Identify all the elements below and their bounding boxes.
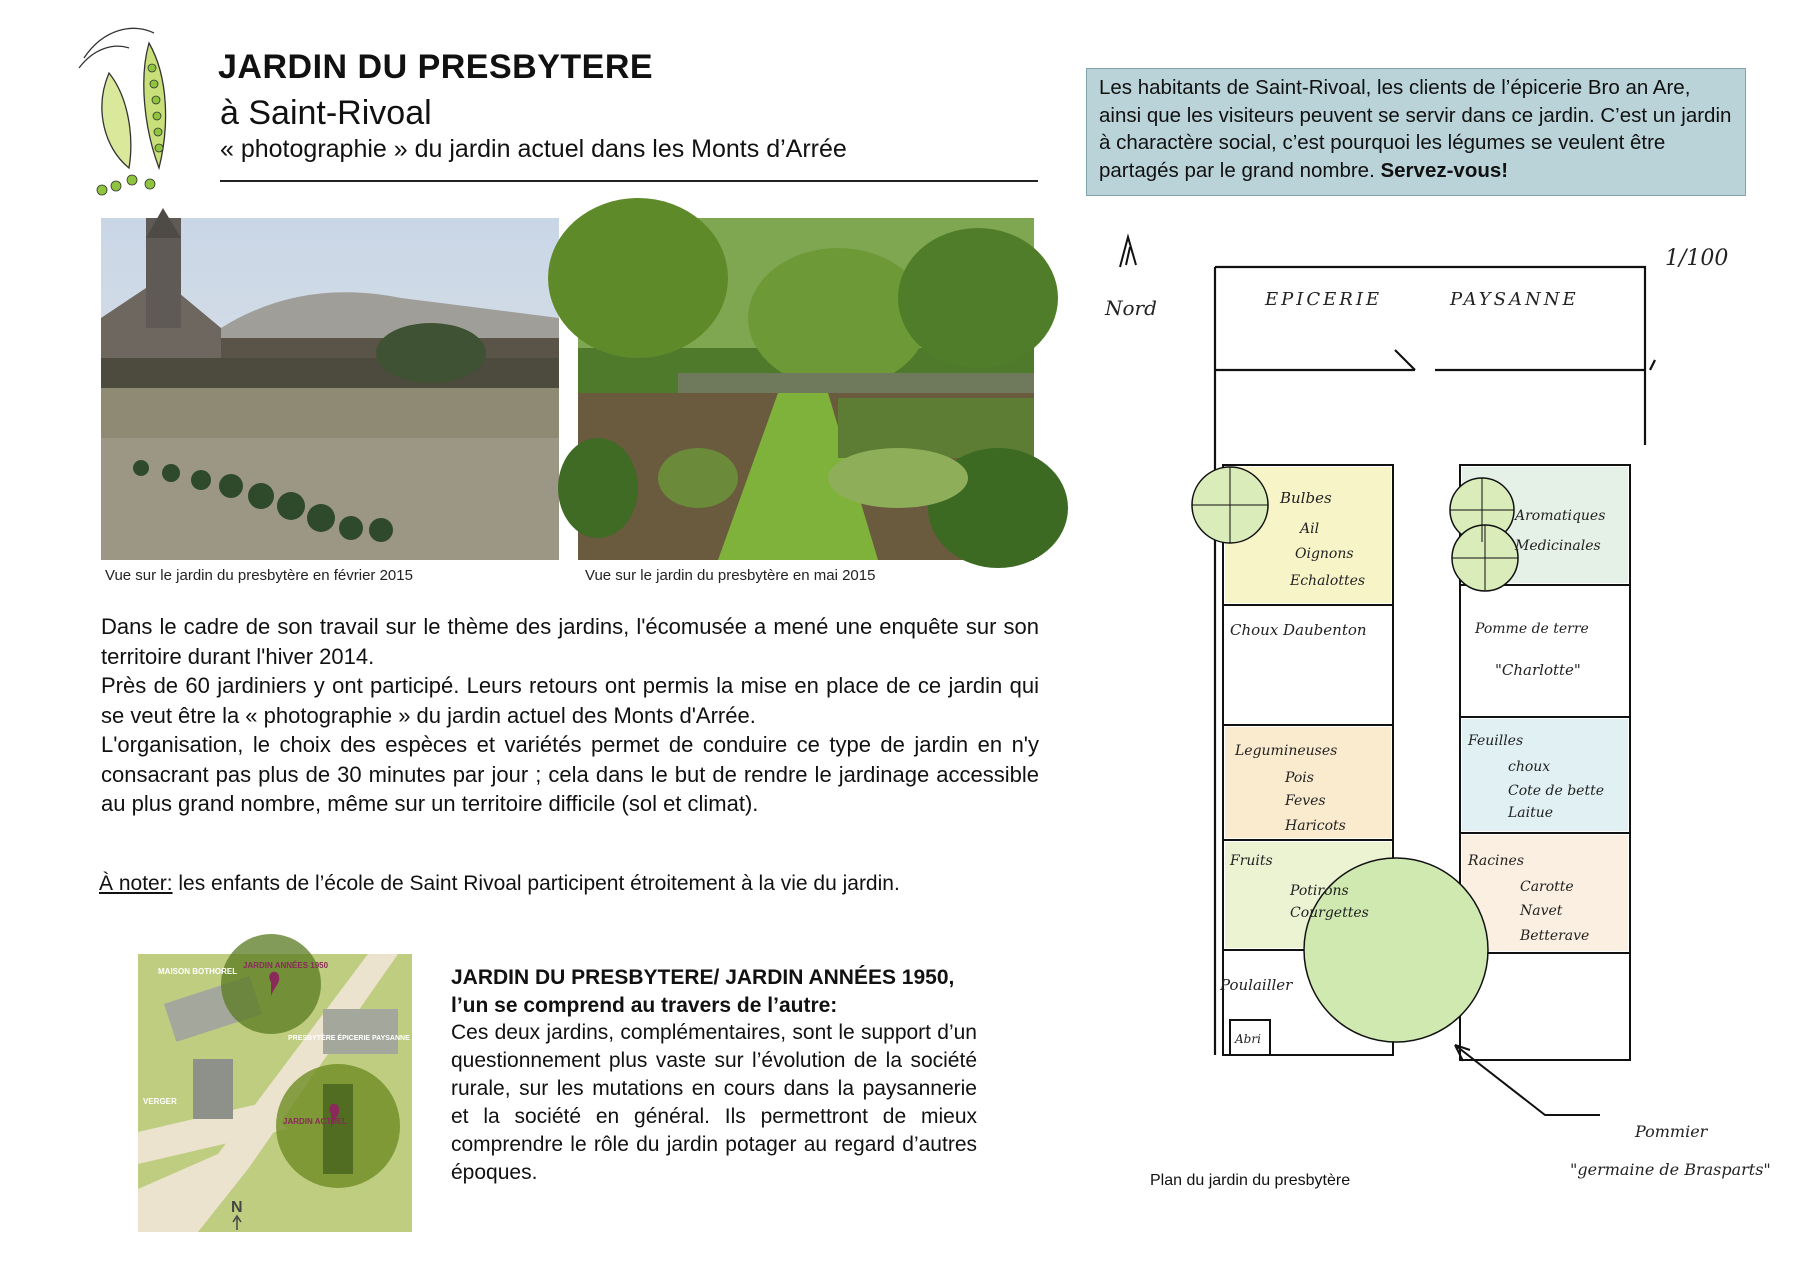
paragraph: Dans le cadre de son travail sur le thème des jardins, l'écomusée a mené une enquête sur son territoire durant l'hiver 2014. xyxy=(101,614,1039,669)
plan-choux: Choux Daubenton xyxy=(1230,621,1367,639)
photo-february-2015 xyxy=(101,218,559,560)
info-box xyxy=(1086,68,1746,196)
info-box-text: Les habitants de Saint-Rivoal, les clients de l’épicerie Bro an Are, ainsi que les visiteurs peuvent se servir dans ce jardin. C’est un jardin à charactère social, c’est pourquoi les légumes se veulent être partagés par le grand nombre. xyxy=(1099,76,1732,182)
plan-feuilles-item: Cote de bette xyxy=(1508,783,1604,799)
map-label-jardin-actuel: JARDIN ACTUEL xyxy=(283,1117,348,1126)
title-divider xyxy=(220,180,1038,182)
info-box-bold: Servez-vous! xyxy=(1380,158,1509,182)
garden-plan xyxy=(1090,225,1810,1225)
plan-caption: Plan du jardin du presbytère xyxy=(1150,1172,1351,1189)
plan-fruits-item: Potirons xyxy=(1290,883,1349,899)
plan-feuilles-item: Laitue xyxy=(1508,805,1554,821)
map-label-jardin1950: JARDIN ANNÉES 1950 xyxy=(243,961,329,970)
photo-may-2015 xyxy=(578,218,1034,560)
body-paragraphs xyxy=(101,612,1039,819)
note-label: À noter: xyxy=(99,872,173,895)
plan-north: Nord xyxy=(1105,296,1157,320)
north-arrow-icon xyxy=(1120,237,1136,267)
map-north-label: N xyxy=(231,1199,243,1216)
plan-legumineuses: Legumineuses xyxy=(1235,743,1338,759)
map-label-presbytere: PRESBYTÈRE ÉPICERIE PAYSANNE ACCUEIL DE L’ÉCOMUSÉE xyxy=(288,1035,502,1042)
plan-aromatiques: Aromatiques xyxy=(1515,508,1606,524)
lower-title-line2: l’un se comprend au travers de l’autre: xyxy=(451,994,838,1017)
plan-scale: 1/100 xyxy=(1665,246,1729,271)
photo-caption-may: Vue sur le jardin du presbytère en mai 2015 xyxy=(585,567,876,584)
map-label-maison: MAISON BOTHOREL xyxy=(158,967,238,976)
plan-charlotte: "Charlotte" xyxy=(1495,661,1581,679)
plan-racines-item: Carotte xyxy=(1520,879,1574,895)
plan-bulbes-item: Ail xyxy=(1300,521,1320,537)
note xyxy=(99,872,900,896)
plan-pommier-variety: "germaine de Brasparts" xyxy=(1570,1160,1771,1179)
lower-title xyxy=(451,964,954,1020)
paragraph: L'organisation, le choix des espèces et variétés permet de conduire ce type de jardin en n'y consacrant pas plus de 30 minutes par jour ; cela dans le but de rendre le jardinage accessible au plus grand nombre, même sur un territoire difficile (sol et climat). xyxy=(101,732,1039,816)
plan-medicinales: Medicinales xyxy=(1515,538,1601,554)
map-label-verger: VERGER xyxy=(143,1097,177,1106)
photo-caption-february: Vue sur le jardin du presbytère en février 2015 xyxy=(105,567,413,584)
location-map xyxy=(138,954,502,1232)
note-text: les enfants de l’école de Saint Rivoal participent étroitement à la vie du jardin. xyxy=(172,872,900,895)
plan-legumineuses-item: Pois xyxy=(1285,770,1314,786)
plan-feuilles: Feuilles xyxy=(1468,733,1524,749)
plan-paysanne: PAYSANNE xyxy=(1450,289,1579,310)
plan-bulbes-item: Oignons xyxy=(1295,546,1354,562)
plan-legumineuses-item: Feves xyxy=(1285,793,1326,809)
plan-abri: Abri xyxy=(1235,1032,1261,1046)
plan-bulbes-item: Echalottes xyxy=(1290,573,1366,589)
plan-racines-item: Betterave xyxy=(1520,928,1590,944)
page-tagline: « photographie » du jardin actuel dans les Monts d’Arrée xyxy=(220,135,847,163)
plan-legumineuses-item: Haricots xyxy=(1285,818,1346,834)
page-subtitle: à Saint-Rivoal xyxy=(220,94,432,132)
pea-pod-illustration xyxy=(74,18,184,198)
plan-bulbes: Bulbes xyxy=(1280,489,1332,507)
plan-racines: Racines xyxy=(1468,853,1525,869)
plan-feuilles-item: choux xyxy=(1508,759,1551,775)
paragraph: Près de 60 jardiniers y ont participé. Leurs retours ont permis la mise en place de ce jardin qui se veut être la « photographie » du jardin actuel des Monts d'Arrée. xyxy=(101,673,1039,728)
plan-fruits: Fruits xyxy=(1230,853,1273,869)
plan-poulailler: Poulailler xyxy=(1220,976,1293,994)
plan-pommier: Pommier xyxy=(1635,1122,1708,1141)
plan-fruits-item: Courgettes xyxy=(1290,905,1369,921)
lower-text: Ces deux jardins, complémentaires, sont le support d’un questionnement plus vaste sur l’évolution de la société rurale, sur les mutations en cours dans la paysannerie et la société en général. Ils permettront de mieux comprendre le rôle du jardin potager au regard d’autres époques. xyxy=(451,1021,977,1184)
plan-pomme-de-terre: Pomme de terre xyxy=(1475,621,1589,637)
plan-epicerie: EPICERIE xyxy=(1265,289,1383,310)
plan-racines-item: Navet xyxy=(1520,903,1563,919)
lower-title-line1: JARDIN DU PRESBYTERE/ JARDIN ANNÉES 1950, xyxy=(451,966,955,989)
page-title: JARDIN DU PRESBYTERE xyxy=(218,48,654,86)
